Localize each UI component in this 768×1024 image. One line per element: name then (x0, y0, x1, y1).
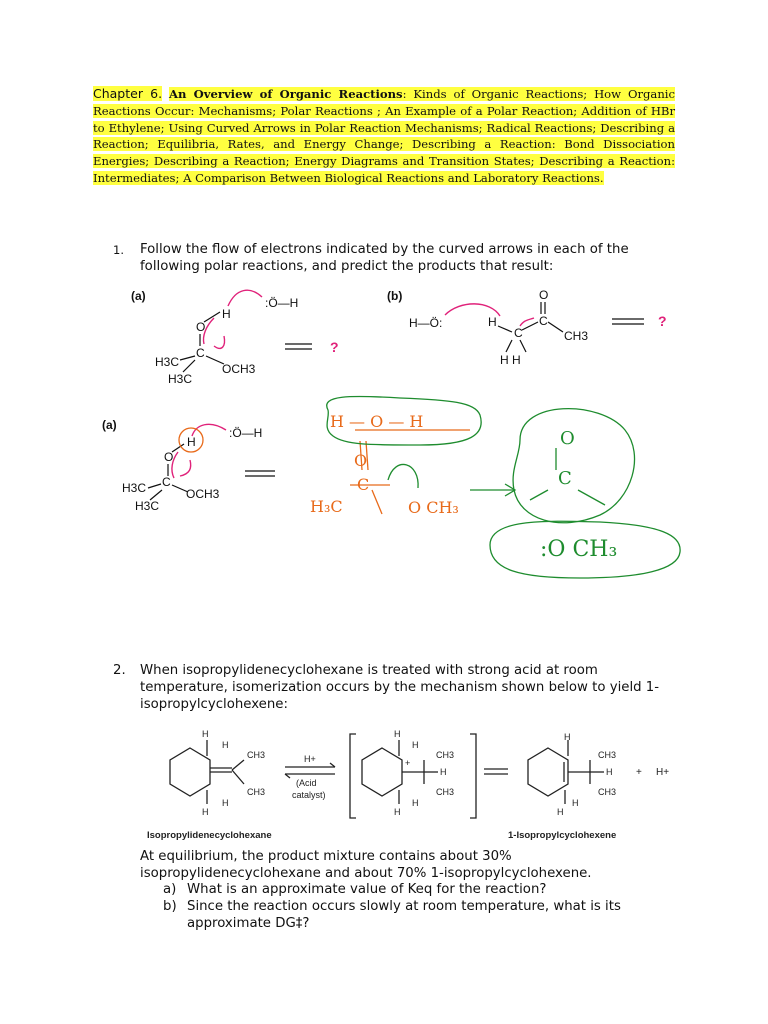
group-ch3-b: CH3 (564, 329, 589, 343)
s-plus2: + (636, 767, 642, 778)
atom-c-a: C (196, 346, 205, 360)
atom-o-a: O (196, 320, 206, 334)
part-a-text: What is an approximate value of Keq for the reaction? (187, 882, 547, 897)
s-h4: H (222, 798, 229, 808)
s-h12: H (572, 798, 579, 808)
group-h3c-a: H3C (155, 355, 180, 369)
s-ch3-5: CH3 (598, 750, 617, 760)
atom-c-b2: C (539, 314, 548, 328)
atom-h-a: H (222, 307, 231, 321)
atoms-hh-b: H H (500, 353, 521, 367)
s-ch3-6: CH3 (598, 787, 617, 797)
hand-c2: C (558, 468, 572, 489)
s-acid: (Acid (296, 778, 317, 788)
hand-hc: H₃C (310, 497, 343, 516)
s-h5: H (394, 729, 401, 739)
part-b-label: b) (163, 899, 177, 914)
question-1-text: Follow the flow of electrons indicated by the curved arrows in each of the following polar reactions, and predict the products that result: (140, 242, 629, 274)
left-compound-name: Isopropylidenecyclohexane (147, 830, 272, 841)
hydroxide-b: H—Ö: (409, 316, 443, 330)
s-ch3-2: CH3 (247, 787, 266, 797)
group-och3-a: OCH3 (222, 362, 256, 376)
atom-c-a2: C (162, 475, 171, 489)
group-och3-a2: OCH3 (186, 487, 220, 501)
s-hplus: H+ (304, 754, 316, 764)
s-h8: H (394, 807, 401, 817)
question-mark-b: ? (658, 313, 667, 329)
chapter-topics: : Kinds of Organic Reactions; How Organic Reactions Occur: Mechanisms; Polar Reactions ; An Example of a Polar Reaction; Addition of HBr to Ethylene; Using Curved Arrows in Polar Reaction Mechanisms; Radical Reactions; Describing a Reaction; Equilibria, Rates, and Energy Change; Describing a Reaction: Bond Dissociation Energies; Describing a Reaction; Energy Diagrams and Transition States; Describing a Reaction: Intermediates; A Comparison Between Biological Reactions and Laboratory Reactions. (93, 87, 676, 185)
part-b-text: Since the reaction occurs slowly at room temperature, what is its approximate DG‡? (187, 899, 621, 931)
s-ch3-1: CH3 (247, 750, 266, 760)
question-1-number: 1. (113, 243, 124, 257)
equilibrium-text: At equilibrium, the product mixture contains about 30% isopropylidenecyclohexane and about 70% 1-isopropylcyclohexene. (140, 849, 592, 881)
label-b: (b) (387, 289, 403, 303)
chapter-number: Chapter 6. (93, 86, 163, 101)
s-h10: H (564, 732, 571, 742)
s-ch3-4: CH3 (436, 787, 455, 797)
s-h7: H (440, 767, 447, 777)
question-2-number: 2. (113, 663, 126, 678)
hydroxide-a2: :Ö—H (229, 426, 263, 440)
label-a: (a) (131, 289, 146, 303)
part-a-label: a) (163, 882, 177, 897)
atom-h-b: H (488, 315, 497, 329)
s-h1: H (202, 729, 209, 739)
question-mark-a: ? (330, 339, 339, 355)
chapter-title: An Overview of Organic Reactions (168, 87, 403, 101)
group-h3c-a2: H3C (168, 372, 193, 386)
s-hplus2: H+ (656, 767, 670, 778)
hand-h-o-h: H — O — H (330, 412, 424, 431)
s-plus: + (405, 758, 411, 768)
group-h3c-a3: H3C (122, 481, 147, 495)
s-h2: H (222, 740, 229, 750)
hand-och3: O CH₃ (408, 498, 459, 517)
atom-h-a2: H (187, 435, 196, 449)
question-2-text: When isopropylidenecyclohexane is treated with strong acid at room temperature, isomerization occurs by the mechanism shown below to yield 1-isopropylcyclohexene: (140, 663, 660, 712)
hand-o: O (354, 451, 368, 470)
hand-och3-ion: :O CH₃ (540, 537, 618, 562)
atom-o-a2: O (164, 450, 174, 464)
s-ch3-3: CH3 (436, 750, 455, 760)
s-h11: H (606, 767, 613, 777)
atom-c-b1: C (514, 326, 523, 340)
hand-o2: O (560, 428, 575, 449)
s-h13: H (557, 807, 564, 817)
s-catalyst: catalyst) (292, 790, 326, 800)
s-h3: H (202, 807, 209, 817)
hand-c: C (357, 475, 370, 494)
group-h3c-a4: H3C (135, 499, 160, 513)
s-h9: H (412, 798, 419, 808)
hydroxide-a: :Ö—H (265, 296, 299, 310)
label-a2: (a) (102, 418, 117, 432)
right-compound-name: 1-Isopropylcyclohexene (508, 830, 617, 841)
s-h6: H (412, 740, 419, 750)
atom-o-b: O (539, 288, 549, 302)
